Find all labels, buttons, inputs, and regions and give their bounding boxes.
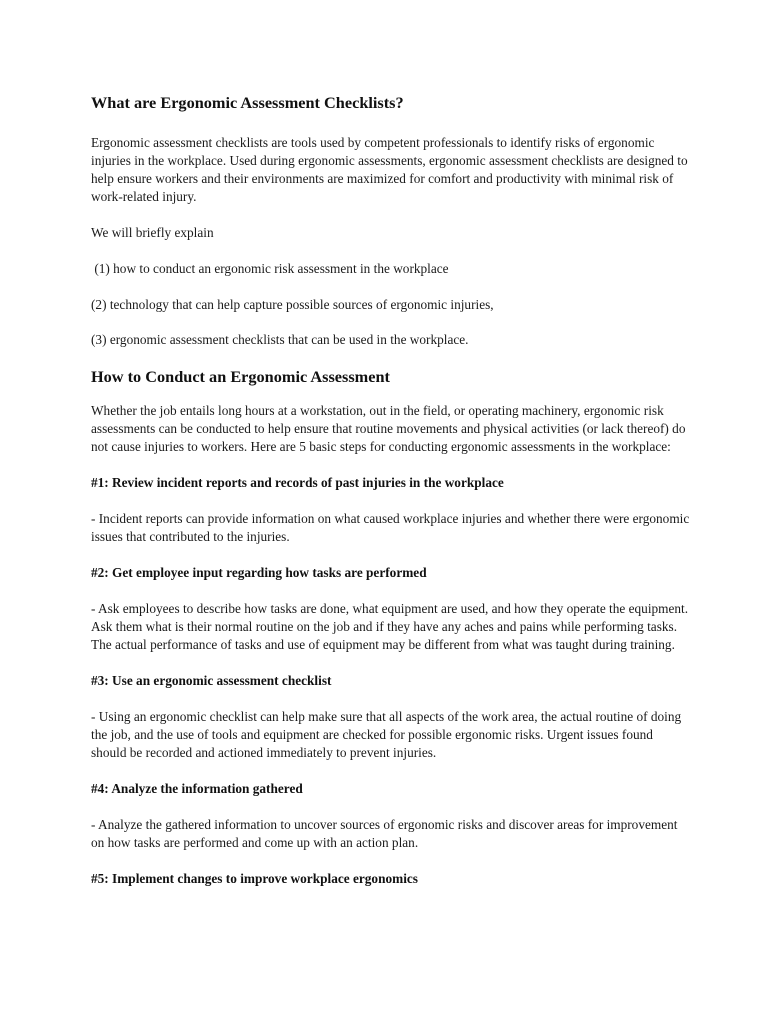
step-3-body: - Using an ergonomic checklist can help make sure that all aspects of the work area, the actual routine of doing the job, and the use of tools and equipment are checked for possible ergonomic risks. Urgent issues found should be recorded and actioned immediately to prevent injuries. bbox=[91, 709, 682, 760]
steps-intro-paragraph: Whether the job entails long hours at a workstation, out in the field, or operating machinery, ergonomic risk assessments can be conducted to help ensure that routine movements and physical activities (or lack thereof) do not cause injuries to workers. Here are 5 basic steps for conducting ergonomic assessments in the workplace: bbox=[91, 403, 686, 454]
step-2-body: - Ask employees to describe how tasks are done, what equipment are used, and how they operate the equipment. Ask them what is their normal routine on the job and if they have any aches and pains while performing tasks. The actual performance of tasks and use of equipment may be different from what was taught during training. bbox=[91, 601, 689, 652]
step-1-body: - Incident reports can provide information on what caused workplace injuries and whether there were ergonomic issues that contributed to the injuries. bbox=[91, 511, 690, 544]
step-3-title: #3: Use an ergonomic assessment checklist bbox=[91, 673, 332, 688]
list-item-1: (1) how to conduct an ergonomic risk assessment in the workplace bbox=[91, 261, 449, 276]
heading-ergonomic-checklists: What are Ergonomic Assessment Checklists? bbox=[91, 93, 404, 112]
step-5-title: #5: Implement changes to improve workplace ergonomics bbox=[91, 871, 418, 886]
intro-paragraph: Ergonomic assessment checklists are tools used by competent professionals to identify risks of ergonomic injuries in the workplace. Used during ergonomic assessments, ergonomic assessment checklists are designed to help ensure workers and their environments are maximized for comfort and productivity with minimal risk of work-related injury. bbox=[91, 135, 688, 204]
heading-how-to-conduct: How to Conduct an Ergonomic Assessment bbox=[91, 367, 390, 386]
step-4-body: - Analyze the gathered information to uncover sources of ergonomic risks and discover areas for improvement on how tasks are performed and come up with an action plan. bbox=[91, 817, 678, 850]
step-1-title: #1: Review incident reports and records of past injuries in the workplace bbox=[91, 475, 504, 490]
brief-paragraph: We will briefly explain bbox=[91, 225, 214, 240]
list-item-2: (2) technology that can help capture possible sources of ergonomic injuries, bbox=[91, 297, 494, 312]
step-2-title: #2: Get employee input regarding how tasks are performed bbox=[91, 565, 427, 580]
list-item-3: (3) ergonomic assessment checklists that can be used in the workplace. bbox=[91, 332, 469, 347]
step-4-title: #4: Analyze the information gathered bbox=[91, 781, 303, 796]
document-page bbox=[91, 92, 691, 888]
